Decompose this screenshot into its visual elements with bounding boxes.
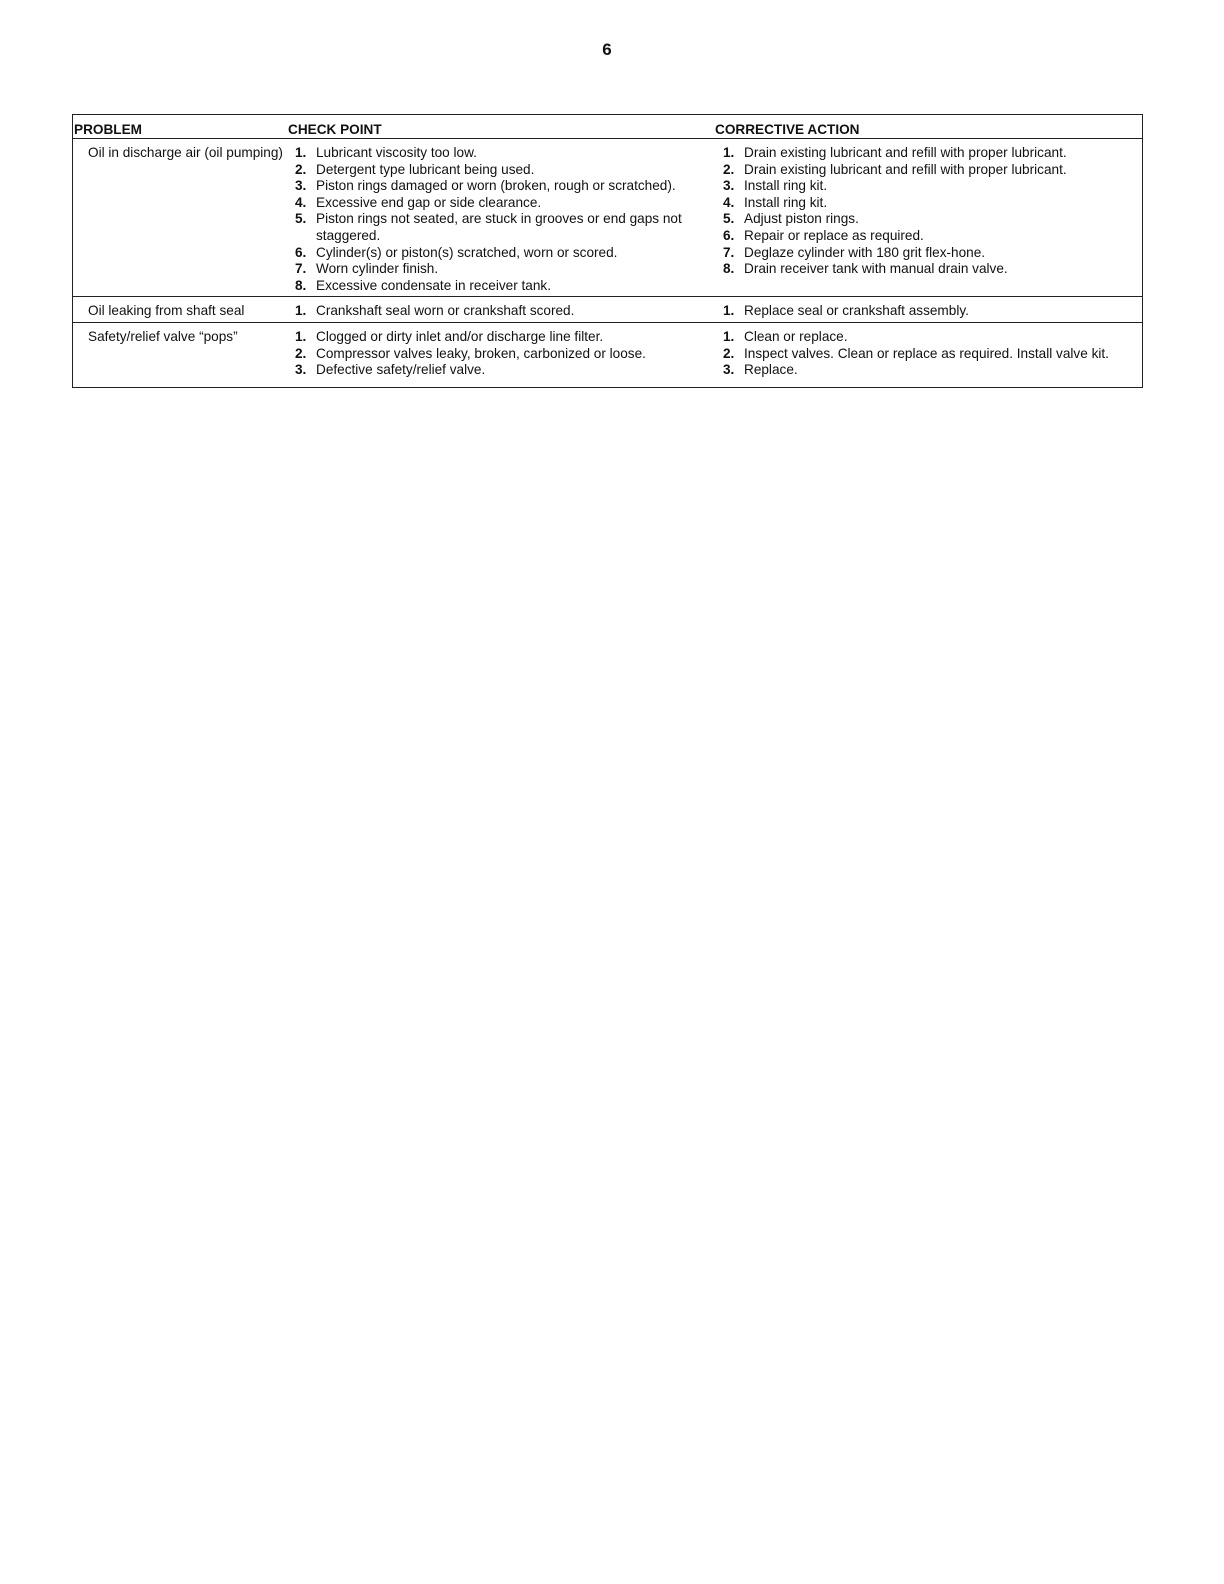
corrective-action-list bbox=[715, 145, 1142, 294]
table-body bbox=[73, 139, 1142, 387]
header-problem: PROBLEM bbox=[74, 122, 142, 137]
check-point-list bbox=[287, 145, 715, 294]
item-number: 1. bbox=[295, 145, 307, 160]
item-text: Piston rings damaged or worn (broken, rough or scratched). bbox=[316, 178, 676, 194]
table-row bbox=[73, 323, 1142, 387]
check-point-item bbox=[295, 303, 715, 320]
item-text: Replace seal or crankshaft assembly. bbox=[744, 303, 969, 319]
item-number: 5. bbox=[295, 211, 307, 227]
check-point-list bbox=[287, 329, 715, 379]
corrective-action-item bbox=[723, 195, 1124, 212]
check-point-item bbox=[295, 211, 715, 244]
problem-cell: Oil leaking from shaft seal bbox=[88, 303, 245, 319]
item-number: 6. bbox=[295, 244, 307, 260]
check-point-item bbox=[295, 162, 715, 179]
corrective-action-item bbox=[723, 303, 1124, 320]
item-number: 8. bbox=[295, 277, 307, 293]
item-number: 2. bbox=[295, 345, 307, 361]
item-text: Lubricant viscosity too low. bbox=[316, 145, 477, 160]
item-text: Install ring kit. bbox=[744, 194, 828, 210]
item-number: 1. bbox=[723, 145, 735, 160]
check-point-item bbox=[295, 261, 715, 278]
corrective-action-item bbox=[723, 162, 1124, 179]
item-text: Drain existing lubricant and refill with proper lubricant. bbox=[744, 161, 1067, 177]
item-text: Detergent type lubricant being used. bbox=[316, 161, 535, 177]
item-text: Drain existing lubricant and refill with proper lubricant. bbox=[744, 145, 1067, 160]
check-point-item bbox=[295, 346, 715, 363]
corrective-action-item bbox=[723, 346, 1124, 363]
check-point-item bbox=[295, 195, 715, 212]
item-number: 6. bbox=[723, 227, 735, 243]
item-text: Compressor valves leaky, broken, carbonized or loose. bbox=[316, 345, 646, 361]
item-number: 2. bbox=[295, 161, 307, 177]
item-text: Excessive condensate in receiver tank. bbox=[316, 277, 551, 293]
table-header bbox=[73, 115, 1142, 139]
item-text: Crankshaft seal worn or crankshaft scored. bbox=[316, 303, 575, 319]
corrective-action-item bbox=[723, 329, 1124, 346]
corrective-action-list bbox=[715, 329, 1142, 379]
header-corrective-action: CORRECTIVE ACTION bbox=[715, 122, 860, 137]
page-number: 6 bbox=[602, 40, 612, 59]
corrective-action-item bbox=[723, 261, 1124, 278]
corrective-action-list bbox=[715, 303, 1142, 320]
check-point-item bbox=[295, 145, 715, 162]
item-text: Piston rings not seated, are stuck in grooves or end gaps not staggered. bbox=[316, 211, 682, 243]
item-number: 2. bbox=[723, 345, 735, 361]
problem-cell: Safety/relief valve “pops” bbox=[88, 328, 238, 344]
item-text: Install ring kit. bbox=[744, 178, 828, 194]
item-number: 8. bbox=[723, 261, 735, 277]
corrective-action-item bbox=[723, 145, 1124, 162]
check-point-item bbox=[295, 178, 715, 195]
item-text: Adjust piston rings. bbox=[744, 211, 859, 227]
corrective-action-item bbox=[723, 362, 1124, 379]
item-number: 5. bbox=[723, 211, 735, 227]
table-row bbox=[73, 139, 1142, 297]
item-text: Drain receiver tank with manual drain valve. bbox=[744, 261, 1008, 277]
check-point-item bbox=[295, 245, 715, 262]
header-check-point: CHECK POINT bbox=[288, 122, 382, 137]
item-number: 1. bbox=[723, 328, 735, 344]
item-text: Clean or replace. bbox=[744, 328, 848, 344]
item-text: Worn cylinder finish. bbox=[316, 261, 439, 277]
item-text: Defective safety/relief valve. bbox=[316, 362, 486, 378]
corrective-action-item bbox=[723, 178, 1124, 195]
item-number: 3. bbox=[723, 178, 735, 194]
corrective-action-item bbox=[723, 245, 1124, 262]
item-text: Excessive end gap or side clearance. bbox=[316, 194, 542, 210]
item-number: 1. bbox=[723, 303, 735, 319]
check-point-item bbox=[295, 278, 715, 295]
item-number: 1. bbox=[295, 328, 307, 344]
item-number: 3. bbox=[295, 178, 307, 194]
check-point-list bbox=[287, 303, 715, 320]
corrective-action-item bbox=[723, 211, 1124, 228]
corrective-action-item bbox=[723, 228, 1124, 245]
item-number: 4. bbox=[295, 194, 307, 210]
table-row bbox=[73, 297, 1142, 323]
check-point-item bbox=[295, 329, 715, 346]
check-point-item bbox=[295, 362, 715, 379]
item-text: Cylinder(s) or piston(s) scratched, worn or scored. bbox=[316, 244, 618, 260]
item-number: 3. bbox=[295, 362, 307, 378]
problem-cell: Oil in discharge air (oil pumping) bbox=[88, 145, 283, 160]
troubleshooting-table bbox=[72, 114, 1143, 388]
item-number: 1. bbox=[295, 303, 307, 319]
item-number: 7. bbox=[723, 244, 735, 260]
item-number: 4. bbox=[723, 194, 735, 210]
item-text: Deglaze cylinder with 180 grit flex-hone. bbox=[744, 244, 986, 260]
item-text: Replace. bbox=[744, 362, 798, 378]
item-text: Clogged or dirty inlet and/or discharge line filter. bbox=[316, 328, 604, 344]
item-number: 7. bbox=[295, 261, 307, 277]
item-number: 2. bbox=[723, 161, 735, 177]
item-text: Repair or replace as required. bbox=[744, 227, 924, 243]
item-text: Inspect valves. Clean or replace as required. Install valve kit. bbox=[744, 345, 1109, 361]
item-number: 3. bbox=[723, 362, 735, 378]
